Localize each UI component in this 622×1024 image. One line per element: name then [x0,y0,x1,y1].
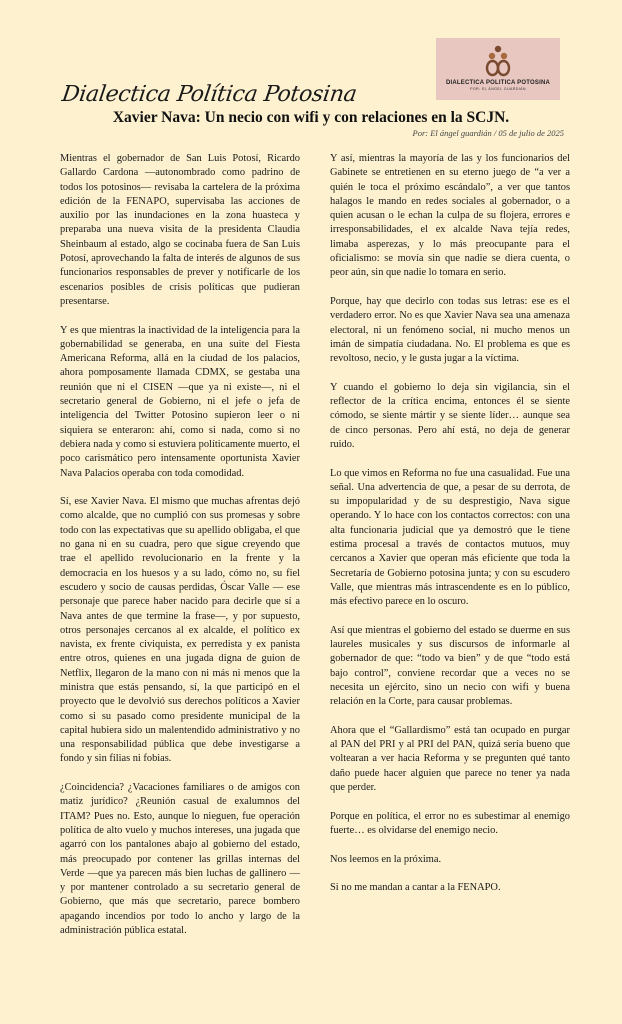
paragraph: Y así, mientras la mayoría de las y los funcionarios del Gabinete se entretienen en su eterno juego de “a ver a quién le toca el próximo escándalo”, a ver que tantos halagos le mando en redes sociales al gobernador, o a quien acusan o le echan la culpa de su flojera, errores e irresponsabilidades, el ex alcalde Nava tejía redes, limaba asperezas, y lo más preocupante para el oficialismo: se movía sin que nadie se diera cuenta, o peor aún, sin que nadie lo tomara en serio. [330,153,570,279]
paragraph: Lo que vimos en Reforma no fue una casualidad. Fue una señal. Una advertencia de que, a pesar de su derrota, de su impopularidad y de su desprestigio, Nava sigue operando. Y lo hace con los contactos correctos: con una alta funcionaria judicial que ya demostró que le tiene estima procesal a través de contactos mutuos, muy cercanos a Xavier que operan más eficiente que toda la Secretaría de Gobierno potosina junta; y con su escudero Valle, que mientras más intrascendente es en lo público, más efectivo parece en lo oscuro. [330,467,570,608]
logo-emblem-icon [480,44,516,78]
paragraph: Así que mientras el gobierno del estado se duerme en sus laureles musicales y sus discursos de informarle al gobernador de que: “todo va bien” y de que “todo está bajo control”, conviene recordar que a veces no se necesita un ejército, sino un necio con wifi y buena relación en la Corte, para causar problemas. [330,624,570,708]
paragraph: Si no me mandan a cantar a la FENAPO. [330,882,501,894]
paragraph: Ahora que el “Gallardismo” está tan ocupado en purgar al PAN del PRI y al PRI del PAN, quizá sería bueno que voltearan a ver hacia Reforma y se pregunten qué tanto daño puede hacer alguien que parece no tener ya nada que perder. [330,724,570,794]
logo-tagline: POR: EL ÁNGEL GUARDIÁN [470,87,526,91]
paragraph: Y es que mientras la inactividad de la inteligencia para la gobernabilidad se generaba, en una suite del Fiesta Americana Reforma, allá en la ciudad de los palacios, ahora pomposamente llamada CDMX, se gestaba una reunión que ni el CISEN —que ya ni existe—, ni el secretario general de Gobierno, ni el jefe o jefa de inteligencia del Twitter Potosino supieron leer o ni siquiera se enteraron: ahí, como si nada, como si no debiera nada y como si estuviera políticamente muerto, el poco carismático pero intensamente oportunista Xavier Nava Palacios operaba con toda comodidad. [60,324,300,479]
article-headline: Xavier Nava: Un necio con wifi y con relaciones en la SCJN. [112,109,510,126]
paragraph: Porque, hay que decirlo con todas sus letras: ese es el verdadero error. No es que Xavier Nava sea una amenaza electoral, ni un fenómeno social, ni mucho menos un imán de simpatía ciudadana. No. El problema es que es revoltoso, necio, y le gusta jugar a la víctima. [330,295,570,365]
masthead-title: Dialectica Política Potosina [60,82,359,107]
paragraph: Nos leemos en la próxima. [330,853,442,865]
paragraph: Sí, ese Xavier Nava. El mismo que muchas afrentas dejó como alcalde, que no cumplió con sus promesas y sobre todo con las expectativas que su apellido obligaba, el que no gana ni en su cuadra, pero que sigue creyendo que trae el apellido revolucionario en la frente y la democracia en los huesos y a su lado, cómo no, su fiel escudero y socio de causas perdidas, Óscar Valle — ese personaje que parece haber nacido para decirle que sí a Nava antes de que termine la frase—, y por supuesto, otros personajes cercanos al ex alcalde, el político ex navista, ex frente civiquista, ex perredista y ex panista entre otros, quienes en una jugada digna de guion de Netflix, llegaron de la mano con ni más ni menos que la ministra que estás pensando, sí, la que participó en el proyecto que le devolvió sus derechos políticos a Xavier como si su pasado como presidente municipal de la capital hubiera sido un malentendido administrativo y no una responsabilidad pública que debe investigarse a fondo y sin filias ni fobias. [60,496,300,765]
article-byline: Por: El ángel guardián / 05 de julio de 2025 [412,128,564,138]
article-column-right [330,152,570,910]
paragraph: Porque en política, el error no es subestimar al enemigo fuerte… es olvidarse del enemigo necio. [330,810,570,836]
paragraph: ¿Coincidencia? ¿Vacaciones familiares o de amigos con matiz jurídico? ¿Reunión casual de exalumnos del ITAM? Pues no. Esto, aunque lo nieguen, fue operación política de alto vuelo y muchos intereses, una jugada que agarró con los pantalones abajo al gobierno del estado, más preocupado por contener las grillas internas del Verde —que ya parecen más bien luchas de gallinero — y por mantener controlado a su secretario general de Gobierno, que más que secretario, parece bombero apagando incendios por todo lo ancho y largo de la administración pública estatal. [60,782,300,937]
brand-logo [436,38,560,100]
paragraph: Mientras el gobernador de San Luis Potosí, Ricardo Gallardo Cardona —autonombrado como padrino de todos los potosinos— revisaba la cartelera de la próxima edición de la FENAPO, supervisaba las acciones de auxilio por las inundaciones en la zona huasteca y preparaba una nueva visita de la presidenta Claudia Sheinbaum al estado, algo se cocinaba fuera de San Luis Potosí, aprovechando la falta de interés de algunos de sus funcionarios responsables de prever y notificarle de los escenarios posibles de crisis políticas que pudieran presentarse. [60,153,300,307]
article-column-left [60,152,300,953]
paragraph: Y cuando el gobierno lo deja sin vigilancia, sin el reflector de la crítica encima, entonces él se siente cómodo, se siente mártir y se siente líder… aunque sea de cinco personas. Pero ahí está, no deja de generar ruido. [330,381,570,450]
logo-name: DIALECTICA POLITICA POTOSINA [445,80,551,86]
